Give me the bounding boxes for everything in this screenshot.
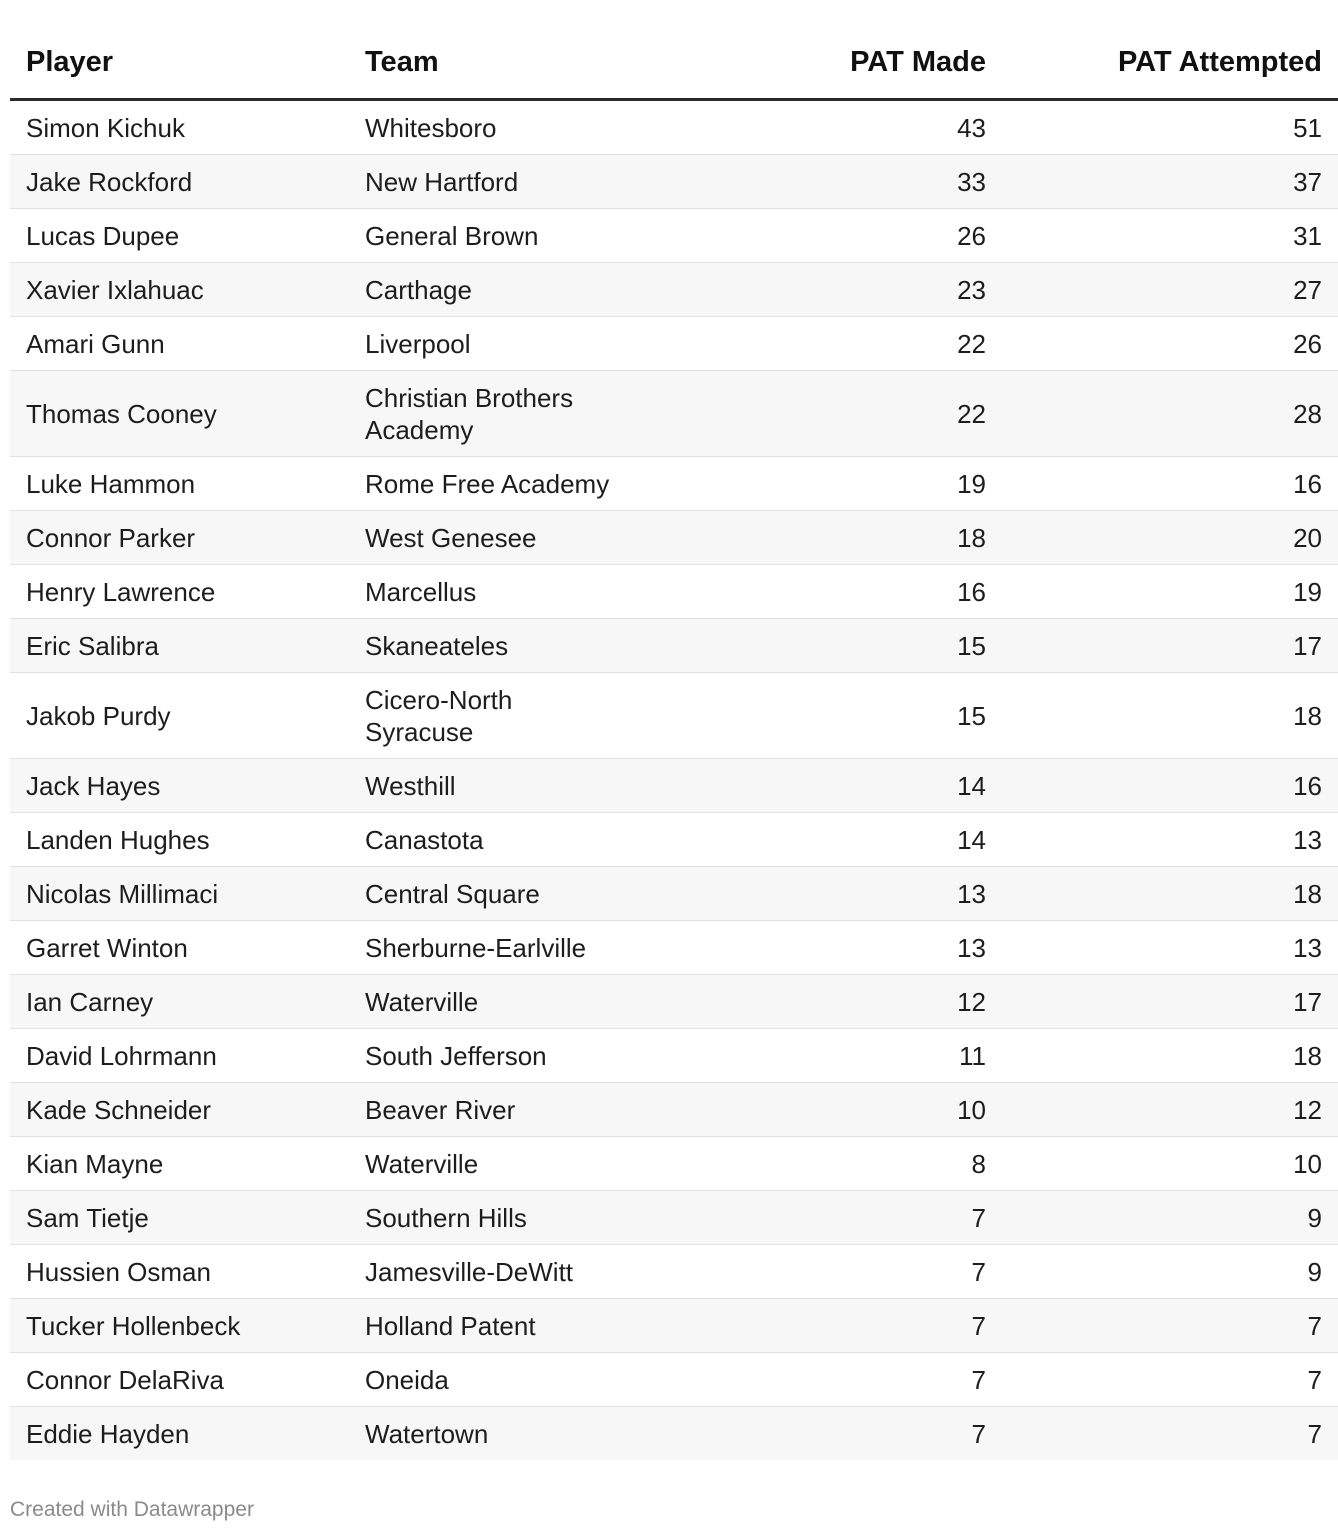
cell-team: Waterville <box>349 975 687 1029</box>
cell-player: Amari Gunn <box>10 317 349 371</box>
cell-pat-attempted: 26 <box>1002 317 1338 371</box>
stats-table-container <box>10 26 1322 1460</box>
cell-team: Watertown <box>349 1407 687 1461</box>
table-header-row <box>10 26 1338 100</box>
table-row <box>10 673 1338 759</box>
cell-pat-made: 7 <box>687 1191 1002 1245</box>
cell-pat-attempted: 9 <box>1002 1245 1338 1299</box>
cell-team: Whitesboro <box>349 100 687 155</box>
cell-pat-made: 23 <box>687 263 1002 317</box>
cell-player: Eric Salibra <box>10 619 349 673</box>
cell-team: South Jefferson <box>349 1029 687 1083</box>
cell-player: Eddie Hayden <box>10 1407 349 1461</box>
cell-team: Beaver River <box>349 1083 687 1137</box>
cell-pat-attempted: 16 <box>1002 457 1338 511</box>
table-row <box>10 263 1338 317</box>
table-row <box>10 457 1338 511</box>
cell-pat-attempted: 17 <box>1002 975 1338 1029</box>
cell-player: Connor Parker <box>10 511 349 565</box>
cell-pat-made: 7 <box>687 1353 1002 1407</box>
cell-player: Jakob Purdy <box>10 673 349 759</box>
cell-player: Luke Hammon <box>10 457 349 511</box>
cell-pat-made: 13 <box>687 867 1002 921</box>
table-row <box>10 619 1338 673</box>
table-row <box>10 813 1338 867</box>
cell-player: Thomas Cooney <box>10 371 349 457</box>
cell-pat-made: 15 <box>687 673 1002 759</box>
cell-pat-made: 7 <box>687 1407 1002 1461</box>
cell-pat-attempted: 13 <box>1002 921 1338 975</box>
column-header-pat-attempted[interactable]: PAT Attempted <box>1002 26 1338 100</box>
cell-pat-attempted: 27 <box>1002 263 1338 317</box>
cell-player: Tucker Hollenbeck <box>10 1299 349 1353</box>
cell-pat-made: 22 <box>687 317 1002 371</box>
cell-player: Connor DelaRiva <box>10 1353 349 1407</box>
cell-pat-attempted: 7 <box>1002 1353 1338 1407</box>
cell-player: Henry Lawrence <box>10 565 349 619</box>
table-row <box>10 371 1338 457</box>
cell-team: Rome Free Academy <box>349 457 687 511</box>
table-row <box>10 1029 1338 1083</box>
cell-pat-made: 16 <box>687 565 1002 619</box>
cell-pat-attempted: 28 <box>1002 371 1338 457</box>
datawrapper-credit[interactable]: Created with Datawrapper <box>10 1498 254 1521</box>
cell-pat-made: 10 <box>687 1083 1002 1137</box>
cell-pat-attempted: 10 <box>1002 1137 1338 1191</box>
cell-player: Ian Carney <box>10 975 349 1029</box>
cell-player: Simon Kichuk <box>10 100 349 155</box>
cell-pat-attempted: 31 <box>1002 209 1338 263</box>
cell-pat-made: 11 <box>687 1029 1002 1083</box>
table-row <box>10 1083 1338 1137</box>
column-header-pat-made[interactable]: PAT Made <box>687 26 1002 100</box>
cell-player: Kian Mayne <box>10 1137 349 1191</box>
cell-pat-attempted: 7 <box>1002 1299 1338 1353</box>
cell-pat-made: 14 <box>687 759 1002 813</box>
cell-team: Carthage <box>349 263 687 317</box>
cell-player: Hussien Osman <box>10 1245 349 1299</box>
cell-pat-attempted: 7 <box>1002 1407 1338 1461</box>
table-row <box>10 1407 1338 1461</box>
cell-pat-attempted: 18 <box>1002 673 1338 759</box>
cell-player: Landen Hughes <box>10 813 349 867</box>
table-row <box>10 1191 1338 1245</box>
cell-pat-attempted: 18 <box>1002 867 1338 921</box>
cell-pat-attempted: 19 <box>1002 565 1338 619</box>
cell-team: Waterville <box>349 1137 687 1191</box>
cell-team: Marcellus <box>349 565 687 619</box>
table-row <box>10 209 1338 263</box>
cell-team: Holland Patent <box>349 1299 687 1353</box>
cell-team: Southern Hills <box>349 1191 687 1245</box>
cell-team: General Brown <box>349 209 687 263</box>
cell-pat-made: 19 <box>687 457 1002 511</box>
cell-pat-attempted: 18 <box>1002 1029 1338 1083</box>
cell-player: Garret Winton <box>10 921 349 975</box>
cell-pat-attempted: 9 <box>1002 1191 1338 1245</box>
cell-pat-made: 12 <box>687 975 1002 1029</box>
cell-team: Liverpool <box>349 317 687 371</box>
cell-team: Oneida <box>349 1353 687 1407</box>
cell-player: Xavier Ixlahuac <box>10 263 349 317</box>
cell-pat-attempted: 13 <box>1002 813 1338 867</box>
cell-team: Cicero-North Syracuse <box>349 673 687 759</box>
table-row <box>10 759 1338 813</box>
cell-pat-made: 43 <box>687 100 1002 155</box>
cell-player: Sam Tietje <box>10 1191 349 1245</box>
cell-team: Canastota <box>349 813 687 867</box>
cell-player: Jake Rockford <box>10 155 349 209</box>
cell-pat-made: 26 <box>687 209 1002 263</box>
table-body <box>10 100 1338 1461</box>
column-header-player[interactable]: Player <box>10 26 349 100</box>
cell-pat-made: 18 <box>687 511 1002 565</box>
table-row <box>10 921 1338 975</box>
table-row <box>10 975 1338 1029</box>
table-row <box>10 1299 1338 1353</box>
cell-player: Lucas Dupee <box>10 209 349 263</box>
cell-team: Central Square <box>349 867 687 921</box>
cell-player: Kade Schneider <box>10 1083 349 1137</box>
cell-pat-made: 13 <box>687 921 1002 975</box>
table-row <box>10 317 1338 371</box>
table-row <box>10 155 1338 209</box>
cell-pat-made: 22 <box>687 371 1002 457</box>
table-row <box>10 1353 1338 1407</box>
table-row <box>10 1137 1338 1191</box>
cell-pat-attempted: 16 <box>1002 759 1338 813</box>
cell-player: Jack Hayes <box>10 759 349 813</box>
column-header-team[interactable]: Team <box>349 26 687 100</box>
cell-pat-made: 8 <box>687 1137 1002 1191</box>
table-row <box>10 511 1338 565</box>
cell-pat-made: 14 <box>687 813 1002 867</box>
cell-team: Jamesville-DeWitt <box>349 1245 687 1299</box>
cell-pat-made: 15 <box>687 619 1002 673</box>
cell-pat-attempted: 17 <box>1002 619 1338 673</box>
table-row <box>10 100 1338 155</box>
cell-team: New Hartford <box>349 155 687 209</box>
cell-team: West Genesee <box>349 511 687 565</box>
cell-pat-attempted: 51 <box>1002 100 1338 155</box>
cell-pat-attempted: 37 <box>1002 155 1338 209</box>
cell-player: David Lohrmann <box>10 1029 349 1083</box>
pat-stats-table <box>10 26 1338 1460</box>
cell-pat-attempted: 20 <box>1002 511 1338 565</box>
table-row <box>10 867 1338 921</box>
cell-pat-attempted: 12 <box>1002 1083 1338 1137</box>
cell-team: Westhill <box>349 759 687 813</box>
table-row <box>10 565 1338 619</box>
cell-player: Nicolas Millimaci <box>10 867 349 921</box>
cell-pat-made: 33 <box>687 155 1002 209</box>
cell-team: Sherburne-Earlville <box>349 921 687 975</box>
cell-team: Christian Brothers Academy <box>349 371 687 457</box>
cell-team: Skaneateles <box>349 619 687 673</box>
table-row <box>10 1245 1338 1299</box>
cell-pat-made: 7 <box>687 1299 1002 1353</box>
cell-pat-made: 7 <box>687 1245 1002 1299</box>
